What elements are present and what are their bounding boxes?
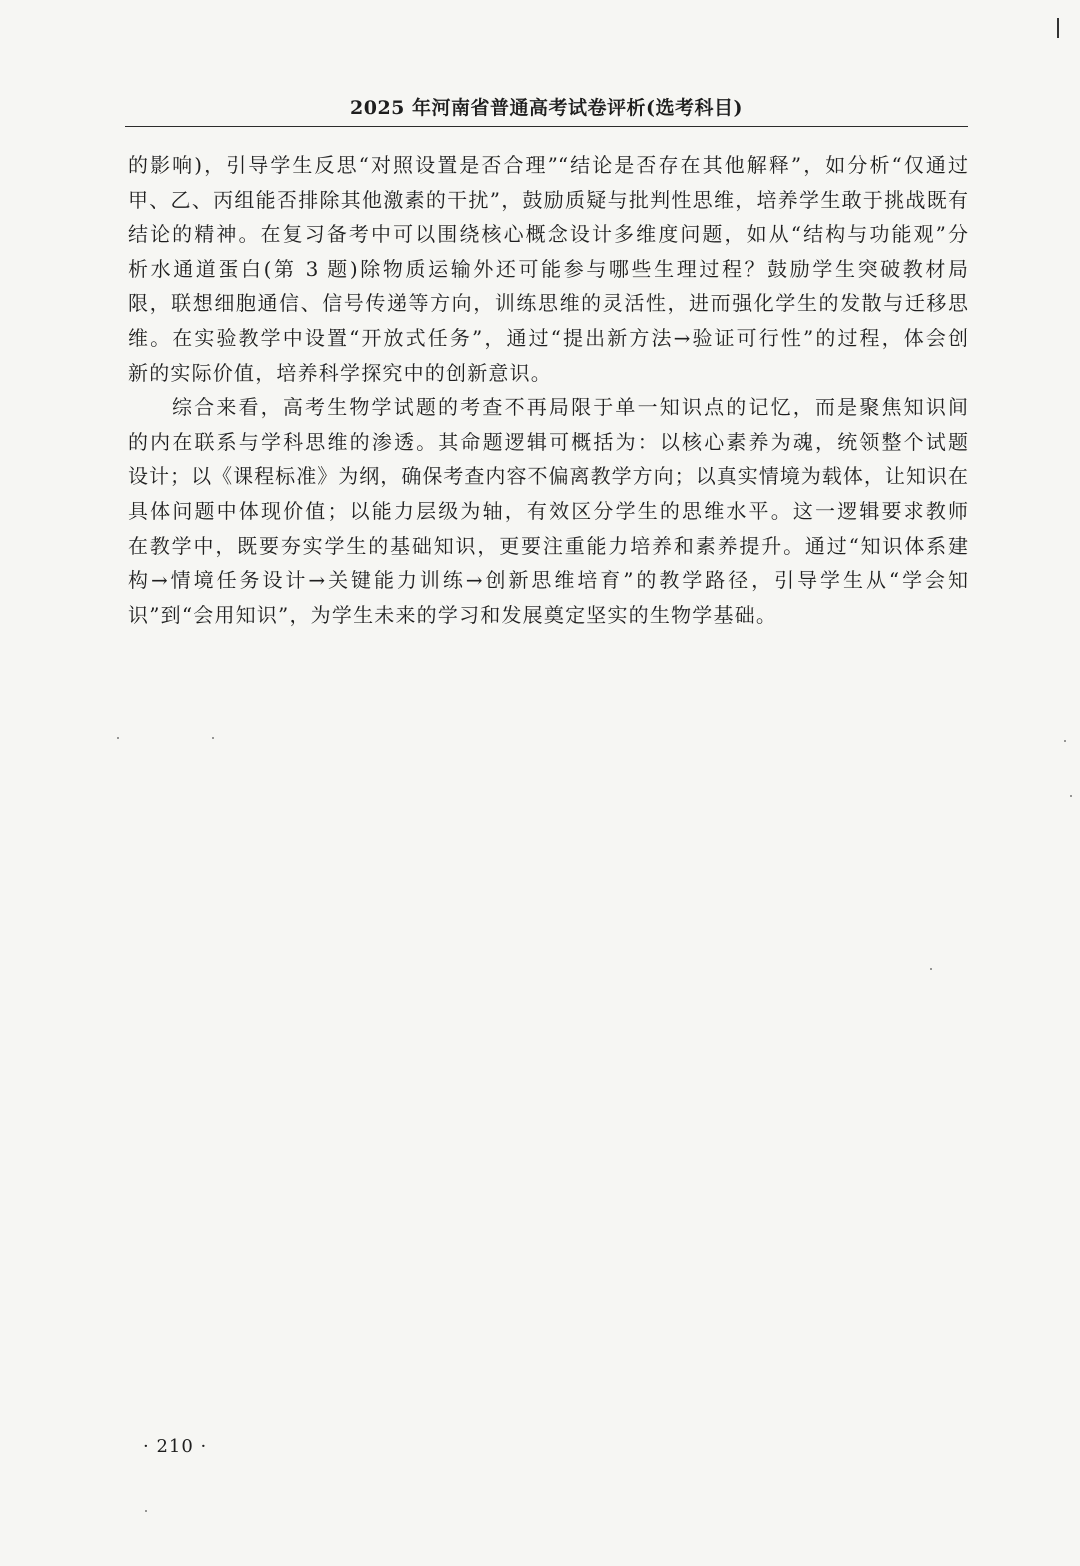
text-line: 限，联想细胞通信、信号传递等方向，训练思维的灵活性，进而强化学生的发散与迁移思	[128, 291, 968, 316]
scan-speck	[930, 968, 932, 970]
text-line: 的影响)，引导学生反思“对照设置是否合理”“结论是否存在其他解释”，如分析“仅通过	[128, 153, 968, 177]
scan-speck	[212, 737, 214, 739]
text-line: 综合来看，高考生物学试题的考查不再局限于单一知识点的记忆，而是聚焦知识间	[172, 395, 968, 420]
paragraph	[128, 390, 968, 632]
page-number: · 210 ·	[143, 1436, 208, 1457]
paragraph	[128, 148, 968, 390]
scan-speck	[1064, 740, 1066, 742]
body-text	[128, 148, 968, 632]
text-line: 设计；以《课程标准》为纲，确保考查内容不偏离教学方向；以真实情境为载体，让知识在	[128, 464, 968, 489]
text-line: 甲、乙、丙组能否排除其他激素的干扰”，鼓励质疑与批判性思维，培养学生敢于挑战既有	[128, 187, 968, 212]
text-line: 在教学中，既要夯实学生的基础知识，更要注重能力培养和素养提升。通过“知识体系建	[128, 533, 968, 558]
text-line: 具体问题中体现价值；以能力层级为轴，有效区分学生的思维水平。这一逻辑要求教师	[128, 498, 968, 523]
scan-mark	[1057, 18, 1059, 38]
text-line: 结论的精神。在复习备考中可以围绕核心概念设计多维度问题，如从“结构与功能观”分	[128, 222, 968, 247]
text-line: 的内在联系与学科思维的渗透。其命题逻辑可概括为：以核心素养为魂，统领整个试题	[128, 429, 968, 454]
text-line: 新的实际价值，培养科学探究中的创新意识。	[128, 360, 552, 385]
scan-speck	[117, 737, 119, 739]
text-line: 维。在实验教学中设置“开放式任务”，通过“提出新方法→验证可行性”的过程，体会创	[128, 325, 968, 350]
text-line: 构→情境任务设计→关键能力训练→创新思维培育”的教学路径，引导学生从“学会知	[128, 568, 968, 593]
running-header: 2025 年河南省普通高考试卷评析(选考科目)	[350, 97, 743, 119]
scan-speck	[1070, 795, 1072, 797]
text-line: 识”到“会用知识”，为学生未来的学习和发展奠定坚实的生物学基础。	[128, 602, 778, 627]
text-line: 析水通道蛋白(第 3 题)除物质运输外还可能参与哪些生理过程？鼓励学生突破教材局	[128, 256, 968, 281]
header-rule	[125, 126, 968, 127]
scan-speck	[145, 1510, 147, 1512]
